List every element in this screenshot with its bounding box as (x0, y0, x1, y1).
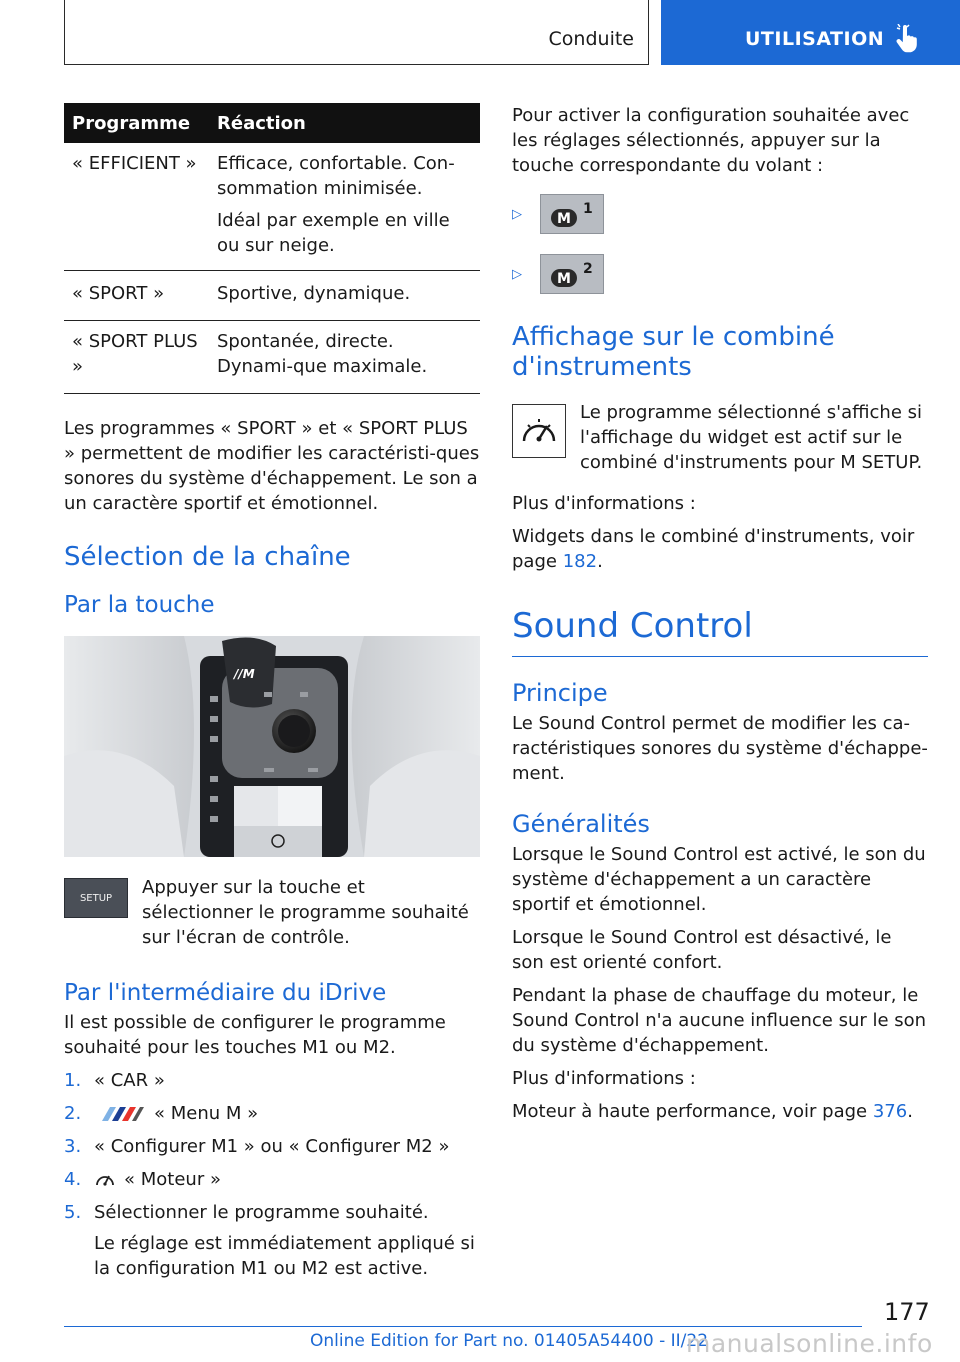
setup-button[interactable]: SETUP (64, 878, 128, 918)
list-item (512, 254, 928, 294)
engine-icon (94, 1170, 116, 1190)
step-text: Sélectionner le programme souhaité. (94, 1202, 429, 1223)
step-number: 4. (64, 1169, 82, 1190)
engine-page-link[interactable]: 376 (872, 1101, 908, 1122)
engine-reference: Moteur à haute performance, voir page 376. (512, 1101, 913, 1122)
center-console-illustration (64, 636, 480, 857)
gauge-icon-box (512, 404, 566, 458)
right-column (512, 103, 928, 1124)
m-button-list (512, 194, 928, 294)
section-title-selection: Sélection de la chaîne (64, 542, 351, 572)
table-header-reaction: Réaction (209, 103, 480, 143)
hand-pointer-icon (895, 24, 921, 54)
m2-sup: 2 (583, 261, 593, 277)
reaction-text: Efficace, confortable. Con-sommation minimisée. (217, 153, 455, 199)
step-text: « CAR » (94, 1070, 165, 1091)
list-item (64, 1167, 480, 1192)
step-text: « Menu M » (154, 1103, 259, 1124)
m1-button[interactable] (540, 194, 604, 234)
principe-paragraph: Le Sound Control permet de modifier les ca-ractéristiques sonores du système d'échappe-ment. (512, 713, 928, 784)
engine-text: Moteur à haute performance, voir page (512, 1101, 868, 1122)
table-row (64, 143, 480, 271)
general-paragraph-3: Pendant la phase de chauffage du moteur, le Sound Control n'a aucune influence sur le son du système d'échappement. (512, 985, 927, 1056)
list-item (512, 194, 928, 234)
header-tab[interactable] (661, 0, 960, 65)
table-header-program: Programme (64, 103, 209, 143)
bullet-triangle-icon: ▷ (512, 266, 522, 282)
widgets-reference: Widgets dans le combiné d'instruments, voir page 182. (512, 526, 915, 572)
list-item (64, 1200, 480, 1281)
reaction-text: Sportive, dynamique. (217, 283, 411, 304)
display-text: Le programme sélectionné s'affiche si l'affichage du widget est actif sur le combiné d'instruments pour M SETUP. (580, 402, 923, 473)
more-info-label: Plus d'informations : (512, 493, 696, 514)
list-item (64, 1134, 480, 1159)
widgets-page-link[interactable]: 182 (562, 551, 598, 572)
setup-instruction (64, 875, 480, 950)
reaction-text: Idéal par exemple en ville ou sur neige. (217, 210, 450, 256)
program-efficient: « EFFICIENT » (64, 143, 209, 271)
gauge-icon (519, 413, 559, 449)
setup-text: Appuyer sur la touche et sélectionner le programme souhaité sur l'écran de contrôle. (142, 877, 469, 948)
more-info-label-2: Plus d'informations : (512, 1068, 696, 1089)
list-item (64, 1101, 480, 1126)
m1-icon (547, 199, 597, 229)
m2-label: M (557, 271, 571, 287)
m2-button[interactable] (540, 254, 604, 294)
program-table (64, 103, 480, 394)
page-number: 177 (884, 1298, 930, 1326)
program-sport: « SPORT » (64, 271, 209, 321)
section-title-display: Affichage sur le combiné d'instruments (512, 322, 835, 382)
m2-icon (547, 259, 597, 289)
header-tab-label: UTILISATION (745, 28, 885, 50)
reaction-efficient (209, 143, 480, 271)
step-number: 5. (64, 1202, 82, 1223)
general-paragraph-1: Lorsque le Sound Control est activé, le son du système d'échappement a un caractère sportif et émotionnel. (512, 844, 926, 915)
display-instruction (512, 400, 928, 475)
step-note: Le réglage est immédiatement appliqué si la configuration M1 ou M2 est active. (94, 1233, 475, 1279)
step-number: 3. (64, 1136, 82, 1157)
table-row (64, 321, 480, 394)
table-row (64, 271, 480, 321)
subsection-title-principe: Principe (512, 679, 608, 707)
step-text: « Configurer M1 » ou « Configurer M2 » (94, 1136, 450, 1157)
program-sport-plus: « SPORT PLUS » (64, 321, 209, 394)
m-stripes-icon (94, 1105, 146, 1123)
footer-edition: Online Edition for Part no. 01405A54400 - II/22 (310, 1331, 709, 1351)
subsection-title-touche: Par la touche (64, 592, 215, 618)
reaction-text: Spontanée, directe. Dynami-que maximale. (217, 331, 428, 377)
bullet-triangle-icon: ▷ (512, 206, 522, 222)
subsection-title-generalites: Généralités (512, 810, 650, 838)
reaction-sport (209, 271, 480, 321)
subsection-title-idrive: Par l'intermédiaire du iDrive (64, 980, 387, 1006)
step-number: 1. (64, 1070, 82, 1091)
footer-divider (64, 1326, 862, 1327)
left-column (64, 103, 480, 1281)
svg-text://M: //M (234, 667, 255, 681)
m1-label: M (557, 211, 571, 227)
reaction-sport-plus (209, 321, 480, 394)
m1-sup: 1 (583, 201, 593, 217)
general-paragraph-2: Lorsque le Sound Control est désactivé, le son est orienté confort. (512, 927, 892, 973)
section-title-sound-control: Sound Control (512, 606, 928, 657)
header-section: Conduite (548, 28, 634, 50)
intro-paragraph: Les programmes « SPORT » et « SPORT PLUS » permettent de modifier les caractéristi-ques sonores du système d'échappement. Le son a un caractère sportif et émotionnel. (64, 418, 480, 514)
activate-paragraph: Pour activer la configuration souhaitée avec les réglages sélectionnés, appuyer sur la touche correspondante du volant : (512, 105, 910, 176)
center-console-photo (64, 636, 480, 857)
step-number: 2. (64, 1103, 82, 1124)
widgets-text: Widgets dans le combiné d'instruments, voir page (512, 526, 915, 572)
list-item (64, 1068, 480, 1093)
idrive-paragraph: Il est possible de configurer le programme souhaité pour les touches M1 ou M2. (64, 1012, 446, 1058)
steps-list (64, 1068, 480, 1281)
watermark: manualsonline.info (686, 1329, 933, 1358)
header-frame (64, 0, 649, 65)
step-text: « Moteur » (124, 1169, 221, 1190)
